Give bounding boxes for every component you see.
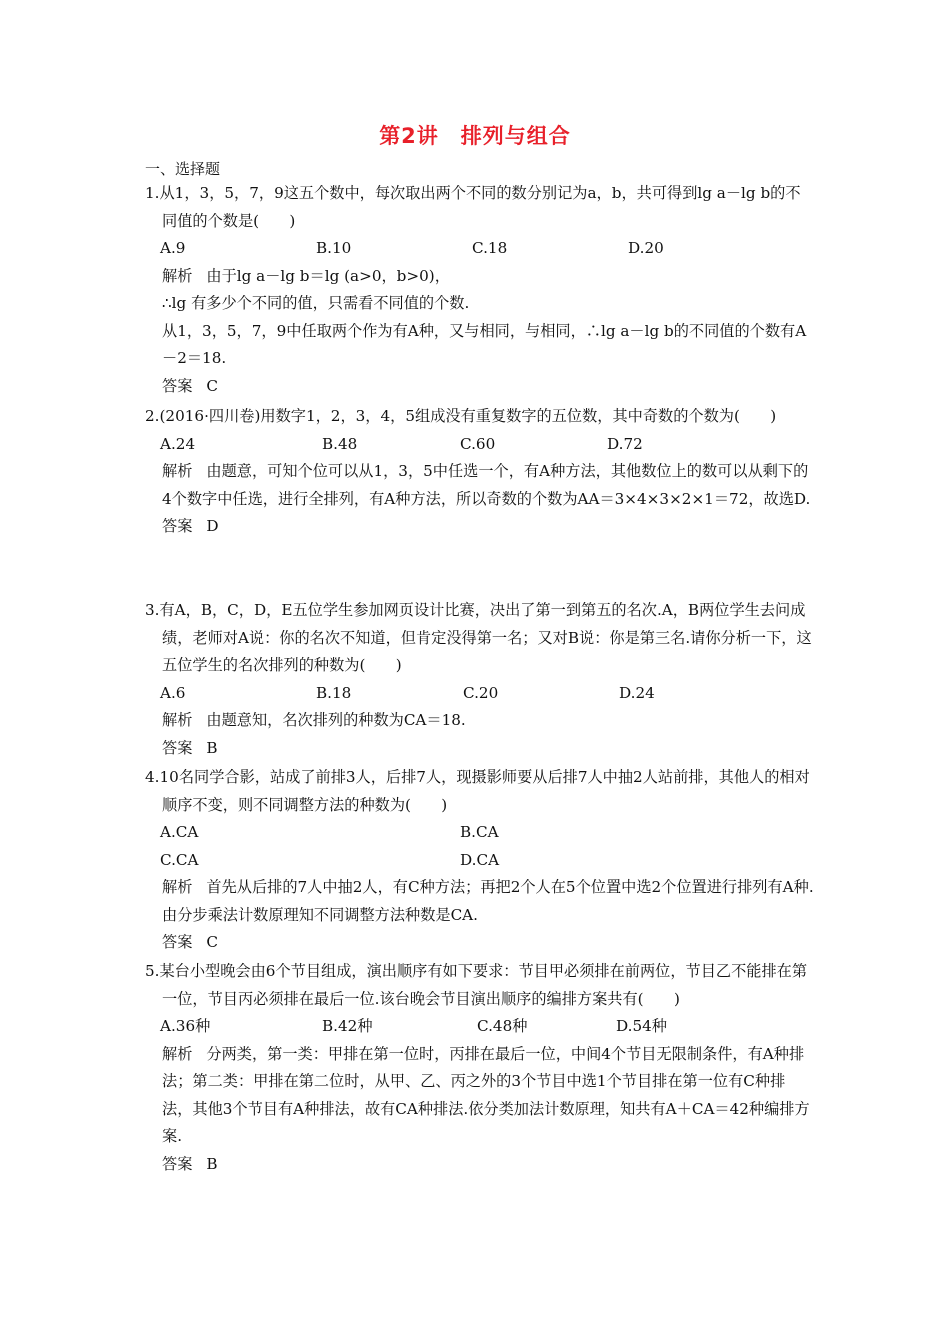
question-stem: 1.从1，3，5，7，9这五个数中，每次取出两个不同的数分别记为a，b，共可得到lg a－lg b的不同值的个数是( ) xyxy=(145,184,801,230)
question-stem: 3.有A，B，C，D，E五位学生参加网页设计比赛，决出了第一到第五的名次.A，B两位学生去问成绩，老师对A说：你的名次不知道，但肯定没得第一名；又对B说：你是第三名.请你分析一下，这五位学生的名次排列的种数为( ) xyxy=(145,601,812,674)
question-stem: 4.10名同学合影，站成了前排3人，后排7人，现摄影师要从后排7人中抽2人站前排，其他人的相对顺序不变，则不同调整方法的种数为( ) xyxy=(145,768,810,814)
option-b: B.10 xyxy=(316,239,352,257)
question-4 xyxy=(145,764,815,957)
solution-line: 分两类，第一类：甲排在第一位时，丙排在最后一位，中间4个节目无限制条件，有A种排法；第二类：甲排在第二位时，从甲、乙、丙之外的3个节目中选1个节目排在第一位有C种排法，其他3个节目有A种排法，故有CA种排法.依分类加法计数原理，知共有A＋CA＝42种编排方案. xyxy=(162,1044,810,1145)
answer xyxy=(145,929,815,957)
answer-label: 答案 xyxy=(162,517,193,535)
question-2 xyxy=(145,403,815,541)
option-a: A.9 xyxy=(160,239,186,257)
solution xyxy=(145,707,815,735)
option-b: B.18 xyxy=(316,683,352,702)
solution-label: 解析 xyxy=(162,878,193,896)
answer-value: D xyxy=(206,517,219,535)
solution xyxy=(145,263,815,373)
options-row xyxy=(145,431,815,459)
option-b: B.CA xyxy=(460,823,499,841)
answer-label: 答案 xyxy=(162,738,193,757)
solution-line: 由题意，可知个位可以从1，3，5中任选一个，有A种方法，其他数位上的数可以从剩下的4个数字中任选，进行全排列，有A种方法，所以奇数的个数为AA＝3×4×3×2×1＝72，故选D. xyxy=(162,462,811,508)
solution-label: 解析 xyxy=(162,462,193,480)
solution-line: 从1，3，5，7，9中任取两个作为有A种，又与相同，与相同，∴lg a－lg b的不同值的个数有A－2＝18. xyxy=(162,321,807,367)
solution xyxy=(145,874,815,929)
options-row xyxy=(145,819,815,847)
solution-label: 解析 xyxy=(162,266,193,285)
answer-label: 答案 xyxy=(162,376,193,395)
options-row xyxy=(145,680,815,708)
option-b: B.48 xyxy=(322,434,358,453)
option-c: C.CA xyxy=(160,850,199,869)
option-d: D.20 xyxy=(628,239,664,257)
answer-value: C xyxy=(206,933,218,951)
question-stem: 2.(2016·四川卷)用数字1，2，3，4，5组成没有重复数字的五位数，其中奇数的个数为( ) xyxy=(145,407,777,425)
question-3 xyxy=(145,597,815,762)
answer-value: B xyxy=(206,738,218,757)
options-row xyxy=(145,847,815,875)
question-1 xyxy=(145,180,815,400)
answer-label: 答案 xyxy=(162,933,193,951)
option-d: D.54种 xyxy=(616,1017,667,1035)
section-heading: 一、选择题 xyxy=(145,160,221,178)
solution-label: 解析 xyxy=(162,1044,193,1063)
option-d: D.72 xyxy=(607,434,643,453)
option-a: A.24 xyxy=(160,434,196,453)
options-row xyxy=(145,1013,815,1041)
option-a: A.CA xyxy=(160,823,199,841)
option-b: B.42种 xyxy=(322,1017,373,1035)
option-a: A.36种 xyxy=(160,1017,211,1035)
solution-label: 解析 xyxy=(162,711,193,729)
answer-value: C xyxy=(206,376,218,395)
answer-label: 答案 xyxy=(162,1154,193,1173)
answer xyxy=(145,513,815,541)
answer xyxy=(145,373,815,401)
solution xyxy=(145,458,815,513)
option-a: A.6 xyxy=(160,683,186,702)
option-c: C.20 xyxy=(463,683,499,702)
option-d: D.24 xyxy=(619,683,655,702)
solution-line: ∴lg 有多少个不同的值，只需看不同值的个数. xyxy=(162,294,470,312)
option-c: C.60 xyxy=(460,434,496,453)
option-c: C.48种 xyxy=(477,1017,528,1035)
question-5 xyxy=(145,958,815,1178)
answer xyxy=(145,1151,815,1179)
solution-line: 由题意知，名次排列的种数为CA＝18. xyxy=(206,711,466,729)
page-title: 第2讲 排列与组合 xyxy=(379,124,571,148)
solution-line: 首先从后排的7人中抽2人，有C种方法；再把2个人在5个位置中选2个位置进行排列有A种.由分步乘法计数原理知不同调整方法种数是CA. xyxy=(162,878,814,924)
answer-value: B xyxy=(206,1154,218,1173)
option-d: D.CA xyxy=(460,850,500,869)
options-row xyxy=(145,235,815,263)
solution xyxy=(145,1041,815,1151)
question-stem: 5.某台小型晚会由6个节目组成，演出顺序有如下要求：节目甲必须排在前两位，节目乙不能排在第一位，节目丙必须排在最后一位.该台晚会节目演出顺序的编排方案共有( ) xyxy=(145,962,808,1008)
option-c: C.18 xyxy=(472,239,508,257)
answer xyxy=(145,735,815,763)
solution-line: 由于lg a－lg b＝lg (a>0，b>0)， xyxy=(206,266,450,285)
